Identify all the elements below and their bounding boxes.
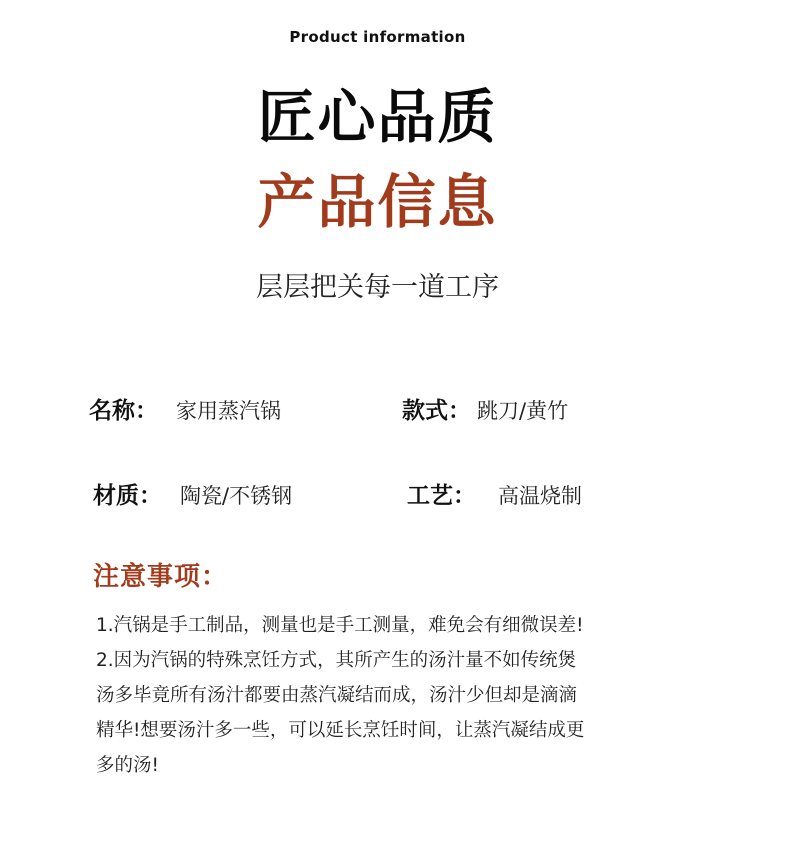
spec-craft-label: 工艺 xyxy=(407,483,453,509)
spec-name-colon: ： xyxy=(135,398,158,424)
spec-craft xyxy=(407,477,582,510)
notice-body xyxy=(96,608,636,783)
page-title: 匠心品质 xyxy=(257,83,498,151)
notice-line: 汤多毕竟所有汤汁都要由蒸汽凝结而成，汤汁少但却是滴滴 xyxy=(96,685,578,706)
notice-line: 精华!想要汤汁多一些，可以延长烹饪时间，让蒸汽凝结成更 xyxy=(96,720,585,741)
tagline: 层层把关每一道工序 xyxy=(256,272,499,303)
spec-craft-colon: ： xyxy=(453,483,476,509)
spec-material-value: 陶瓷/不锈钢 xyxy=(180,484,293,508)
spec-name-label: 名称 xyxy=(89,398,135,424)
eyebrow-text: Product information xyxy=(289,28,466,46)
spec-name xyxy=(89,392,281,425)
notice-line: 多的汤! xyxy=(96,755,159,776)
notice-line: 1.汽锅是手工制品，测量也是手工测量，难免会有细微误差! xyxy=(96,615,584,636)
page-subtitle: 产品信息 xyxy=(257,168,498,236)
spec-material xyxy=(93,477,292,510)
spec-style-colon: ： xyxy=(448,398,471,424)
spec-name-value: 家用蒸汽锅 xyxy=(176,399,281,423)
notice-title: 注意事项： xyxy=(93,562,229,592)
spec-material-colon: ： xyxy=(139,483,162,509)
spec-craft-value: 高温烧制 xyxy=(498,484,582,508)
spec-material-label: 材质 xyxy=(93,483,139,509)
notice-line: 2.因为汽锅的特殊烹饪方式，其所产生的汤汁量不如传统煲 xyxy=(96,650,577,671)
spec-style-label: 款式 xyxy=(402,398,448,424)
spec-style-value: 跳刀/黄竹 xyxy=(477,399,569,423)
spec-style xyxy=(402,392,568,425)
